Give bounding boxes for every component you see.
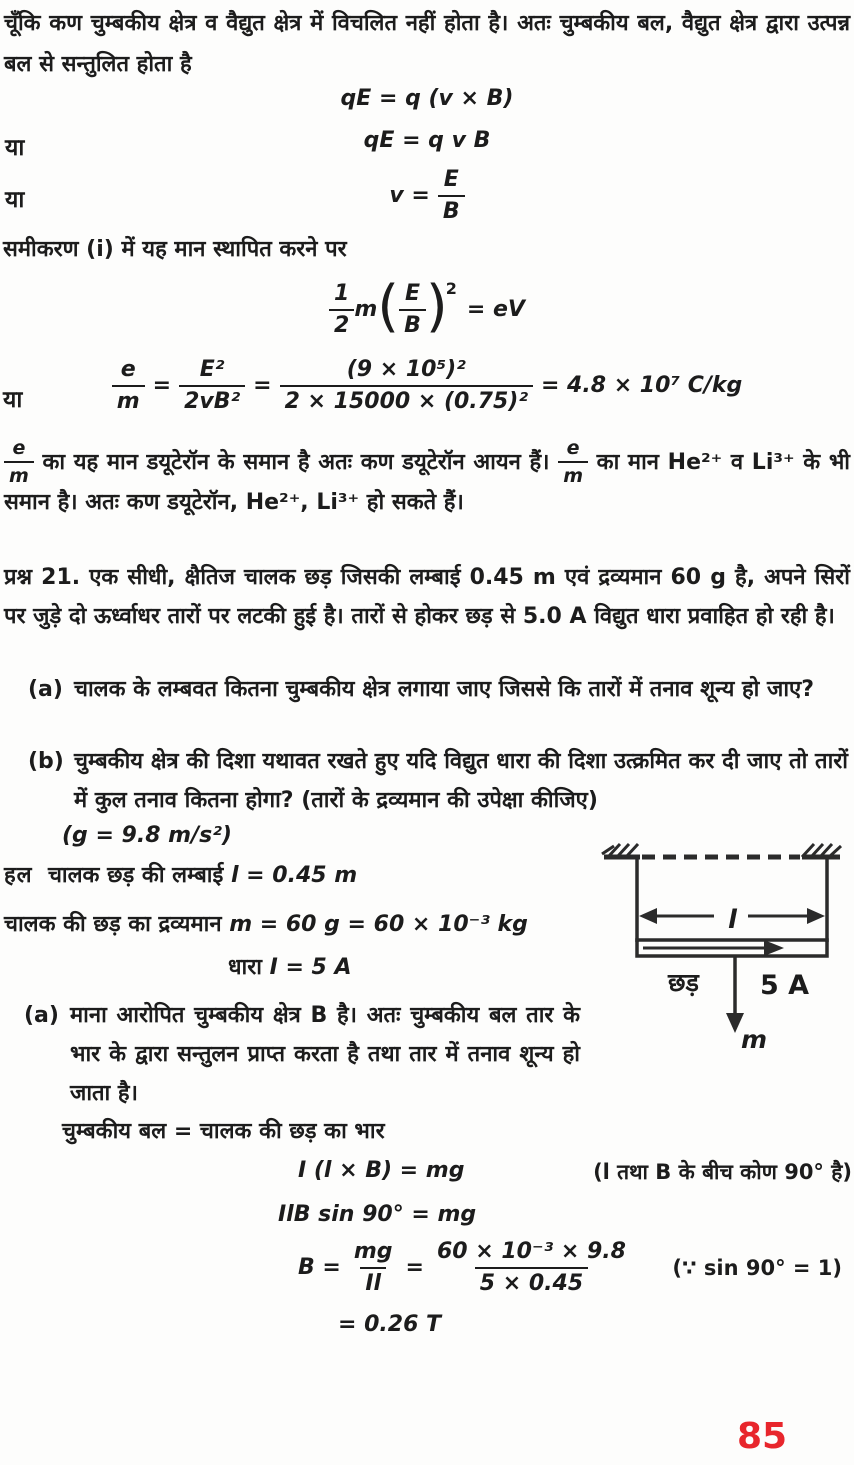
- mass-text: चालक की छड़ का द्रव्यमान: [4, 912, 222, 937]
- em-inline-fraction: [4, 438, 34, 488]
- rod-diagram: [588, 836, 854, 1054]
- em-mid-fraction: [179, 358, 245, 414]
- part-a-marker: (a): [24, 1003, 59, 1028]
- rod-diagram-svg: [588, 836, 854, 1054]
- rod-label: छड़: [668, 968, 699, 997]
- question-text: एक सीधी, क्षैतिज चालक छड़ जिसकी लम्बाई 0.45 m एवं द्रव्यमान 60 g है, अपने सिरों पर जुड़े दो ऊर्ध्वाधर तारों पर लटकी हुई है। तारों से होकर छड़ से 5.0 A विद्युत धारा प्रवाहित हो रही है।: [4, 565, 850, 630]
- item-b-text: चुम्बकीय क्षेत्र की दिशा यथावत रखते हुए यदि विद्युत धारा की दिशा उत्क्रमित कर दी जाए तो तारों में कुल तनाव कितना होगा? (तारों के द्रव्यमान की उपेक्षा कीजिए): [74, 749, 848, 814]
- equation-energy-row: [0, 274, 854, 340]
- fraction-numerator: e: [566, 437, 580, 459]
- fraction-denominator: 2vB²: [179, 385, 245, 415]
- open-paren: (: [377, 274, 400, 340]
- gravity-note: (g = 9.8 m/s²): [62, 823, 232, 848]
- fraction-numerator: e: [12, 437, 26, 459]
- question-item-a: [28, 670, 846, 709]
- fraction-numerator: 1: [334, 281, 350, 306]
- equation-energy: [329, 274, 525, 340]
- solution-part-a: [24, 996, 580, 1113]
- B-lhs: B =: [298, 1255, 341, 1281]
- equals-sign: =: [152, 373, 172, 399]
- force-balance-line: चुम्बकीय बल = चालक की छड़ का भार: [62, 1119, 385, 1144]
- fraction-denominator: B: [399, 309, 426, 339]
- or-label: या: [5, 187, 25, 213]
- current-text: धारा: [228, 955, 262, 980]
- equation-B-note: (∵ sin 90° = 1): [672, 1256, 842, 1280]
- equation-sin: IlB sin 90° = mg: [278, 1202, 477, 1227]
- fraction-denominator: 5 × 0.45: [475, 1267, 588, 1297]
- energy-power: 2: [445, 279, 457, 299]
- em-lhs-fraction: [112, 358, 145, 414]
- equation-velocity: [389, 167, 464, 224]
- item-b-marker: (b): [28, 749, 64, 774]
- em-inline-fraction: [558, 438, 588, 488]
- mass-value: m = 60 g = 60 × 10⁻³ kg: [229, 912, 528, 937]
- B-numeric-fraction: [432, 1240, 631, 1296]
- fraction-numerator: E: [405, 281, 421, 306]
- item-a-marker: (a): [28, 677, 63, 702]
- equation-cross-note: (l तथा B के बीच कोण 90° है): [593, 1160, 852, 1184]
- fraction-denominator: B: [438, 195, 465, 225]
- solution-current-line: [228, 948, 352, 989]
- length-arrowhead-left: [639, 908, 657, 924]
- fraction-numerator: E²: [199, 357, 225, 382]
- fraction-numerator: e: [120, 357, 136, 382]
- or-label: या: [5, 135, 25, 161]
- energy-coefficient: m: [354, 297, 378, 323]
- current-label: 5 A: [760, 970, 810, 1001]
- part-a-text: माना आरोपित चुम्बकीय क्षेत्र B है। अतः चुम्बकीय बल तार के भार के द्वारा सन्तुलन प्राप्त करता है तथा तार में तनाव शून्य हो जाता है।: [70, 1003, 580, 1107]
- energy-rhs: = eV: [466, 297, 525, 323]
- eb-fraction: [399, 282, 426, 338]
- length-arrowhead-right: [807, 908, 825, 924]
- em-paragraph-segment: का मान He²⁺ व Li³⁺ के भी समान है। अतः कण डयूटेरॉन, He²⁺, Li³⁺ हो सकते हैं।: [4, 449, 850, 515]
- item-a-text: चालक के लम्बवत कितना चुम्बकीय क्षेत्र लगाया जाए जिससे कि तारों में तनाव शून्य हो जाए?: [74, 677, 814, 702]
- equation-scalar: qE = q v B: [363, 128, 491, 153]
- equation-lorentz-row: [0, 86, 854, 111]
- fraction-denominator: 2: [329, 309, 354, 339]
- em-result: = 4.8 × 10⁷ C/kg: [540, 373, 743, 399]
- fraction-numerator: 60 × 10⁻³ × 9.8: [436, 1239, 626, 1264]
- em-paragraph-segment: का यह मान डयूटेरॉन के समान है अतः कण डयूटेरॉन आयन हैं।: [42, 449, 550, 475]
- equation-B: [298, 1240, 631, 1296]
- page-number: 85: [737, 1416, 788, 1457]
- mass-label: m: [741, 1025, 768, 1054]
- close-paren: ): [425, 274, 448, 340]
- length-text: चालक छड़ की लम्बाई: [47, 863, 224, 888]
- fraction-denominator: Il: [360, 1267, 386, 1297]
- fraction-denominator: m: [558, 461, 588, 487]
- fraction-numerator: E: [443, 167, 459, 192]
- question-number-label: प्रश्न 21.: [4, 565, 81, 590]
- result-line: = 0.26 T: [338, 1312, 442, 1337]
- equation-em: [112, 357, 743, 414]
- velocity-lhs: v =: [389, 183, 430, 209]
- half-fraction: [329, 282, 354, 338]
- length-label: l: [728, 905, 737, 935]
- B-symbolic-fraction: [349, 1240, 398, 1296]
- solution-length-line: [4, 856, 357, 897]
- solution-label: हल: [4, 863, 33, 888]
- em-numeric-fraction: [280, 358, 533, 414]
- fraction-numerator: (9 × 10⁵)²: [346, 357, 466, 382]
- fraction-numerator: mg: [353, 1239, 393, 1264]
- question-paragraph: [4, 558, 850, 636]
- fraction-denominator: 2 × 15000 × (0.75)²: [280, 385, 533, 415]
- current-arrowhead: [764, 940, 784, 956]
- fraction-denominator: m: [4, 461, 34, 487]
- fraction-denominator: m: [112, 385, 145, 415]
- current-value: I = 5 A: [269, 955, 352, 980]
- length-value: l = 0.45 m: [230, 863, 358, 888]
- question-item-b: [28, 742, 848, 820]
- or-label: या: [3, 387, 23, 413]
- substitute-line: समीकरण (i) में यह मान स्थापित करने पर: [3, 237, 347, 262]
- equation-cross: I (l × B) = mg: [298, 1158, 465, 1183]
- equation-lorentz: qE = q (v × B): [340, 86, 514, 111]
- intro-paragraph: चूँकि कण चुम्बकीय क्षेत्र व वैद्युत क्षेत्र में विचलित नहीं होता है। अतः चुम्बकीय बल, वैद्युत क्षेत्र द्वारा उत्पन्न बल से सन्तुलित होता है: [4, 11, 850, 77]
- em-conclusion-paragraph: [4, 438, 850, 518]
- velocity-fraction: [438, 168, 465, 224]
- solution-mass-line: [4, 905, 528, 946]
- equals-sign: =: [253, 373, 272, 399]
- equals-sign: =: [405, 1255, 424, 1281]
